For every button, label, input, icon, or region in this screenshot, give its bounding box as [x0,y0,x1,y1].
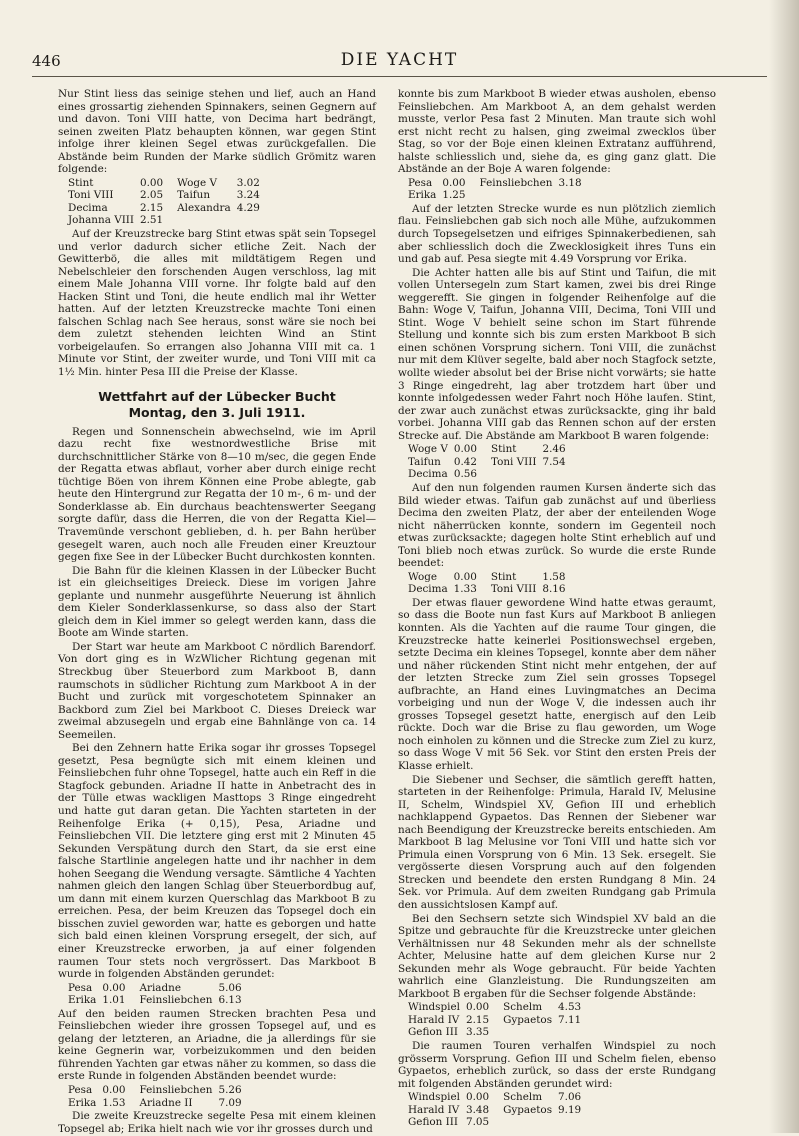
yacht-name-cell [503,1116,558,1129]
time-gap-cell: 2.51 [140,214,164,227]
paragraph: Bei den Zehnern hatte Erika sogar ihr grosses Topsegel gesetzt, Pesa begnügte sich mit einem kleinen und Feinsliebchen fuhr ohne Topsegel, hatte auch ein Reff in die Stagfock gebunden. Ariadne II hatte in Anbetracht des in der Tülle etwas wackligen Masttops 3 Ringe eingedreht und hatte gut daran getan. Die Yachten starteten in der Reihenfolge Erika (+ 0,15), Pesa, Ariadne und Feinsliebchen VII. Die letztere ging erst mit 2 Minuten 45 Sekunden Verspätung durch den Start, da sie erst eine falsche Startlinie angelegen hatte und ihr nachher in dem hohen Seegang die Wendung versagte. Sämtliche 4 Yachten nahmen gleich den langen Schlag über Steuerbordbug auf, um dann mit einem kurzen Querschlag das Markboot B zu erreichen. Pesa, der beim Kreuzen das Topsegel doch ein bisschen zuviel geworden war, hatte es geborgen und hatte sich bald einen kleinen Vorsprung ersegelt, der sich, auf einer Kreuzstrecke erworben, ja auf einer folgenden raumen Tour stets noch vergrössert. Das Markboot B wurde in folgenden Abständen gerundet: [58,742,376,981]
paragraph: Die Siebener und Sechser, die sämtlich gerefft hatten, starteten in der Reihenfolge: Primula, Harald IV, Melusine II, Schelm, Windspiel XV, Gefion III und erheblich nachklappend Gypaetos. Das Rennen der Siebener war nach Beendigung der Kreuzstrecke bereits entschieden. Am Markboot B lag Melusine vor Toni VIII und hatte sich vor Primula einen Vorsprung von 6 Min. 13 Sek. ersegelt. Sie vergösserte diesen Vorsprung auch auf den folgenden Strecken und beendete den ersten Rundgang 8 Min. 24 Sek. vor Primula. Auf dem zweiten Rundgang gab Primula den aussichtslosen Kampf auf. [398,773,716,911]
yacht-name-cell: Decima [408,468,448,481]
table-row [408,1014,587,1027]
time-gap-cell: 0.00 [102,1084,126,1097]
paragraph: konnte bis zum Markboot B wieder etwas ausholen, ebenso Feinsliebchen. Am Markboot A, an dem gehalst werden musste, verlor Pesa fast 2 Minuten. Man traute sich wohl erst nicht recht zu halsen, ging zweimal zwecklos über Stag, so vor der Boje einen kleinen Extratanz aufführend, halste schliesslich und, siehe da, es ging ganz glatt. Die Abstände an der Boje A waren folgende: [398,88,716,176]
time-gap-cell [543,468,572,481]
standings-table [408,1091,587,1129]
yacht-name-cell: Ariadne II [139,1096,193,1109]
yacht-name-cell [177,214,237,227]
time-gap-cell: 0.56 [453,468,477,481]
paragraph: Auf der letzten Strecke wurde es nun plötzlich ziemlich flau. Feinsliebchen gab sich noch alle Mühe, aufzukommen durch Topsegelsetzen und eifriges Spinnakerbedienen, sah aber schliesslich doch die Zwecklosigkeit ihres Tuns ein und gab auf. Pesa siegte mit 4.49 Vorsprung vor Erika. [398,202,716,266]
paragraph: Der etwas flauer gewordene Wind hatte etwas geraumt, so dass die Boote nun fast Kurs auf Markboot B anliegen konnten. Als die Yachten auf die raume Tour gingen, die Kreuzstrecke hatte keinerlei Positionswechsel ergeben, setzte Decima ein kleines Topsegel, konnte aber dem näher und näher rückenden Stint nicht mehr entgehen, der auf der letzten Strecke zum Ziel sein grosses Topsegel aufbrachte, an Hand eines Luvingmatches an Decima vorbeiging und nun der Woge V, die indessen auch ihr grosses Topsegel gesetzt hatte, energisch auf den Leib rückte. Doch war die Brise zu flau geworden, um Woge noch einholen zu können und die Strecke zum Ziel zu kurz, so dass Woge V mit 56 Sek. vor Stint den ersten Preis der Klasse erhielt. [398,596,716,772]
yacht-name-cell: Woge [408,570,438,583]
time-gap-cell: 2.15 [465,1013,490,1026]
running-title: DIE YACHT [340,50,459,70]
table-row [408,1104,587,1117]
yacht-name-cell [503,1026,558,1039]
table-row [408,1091,587,1104]
page-header [32,48,767,76]
yacht-name-cell: Ariadne [139,981,181,994]
time-gap-cell: 0.00 [102,981,126,994]
time-gap-cell: 0.42 [453,455,477,468]
yacht-name-cell: Taifun [177,189,211,202]
yacht-name-cell: Johanna VIII [68,214,135,227]
yacht-name-cell: Feinsliebchen [139,994,213,1007]
paragraph: Die zweite Kreuzstrecke segelte Pesa mit einem kleinen Topsegel ab; Erika hielt nach wie vor ihr grosses durch und [58,1110,376,1135]
yacht-name-cell: Erika [68,994,97,1007]
table-row [68,994,248,1007]
time-gap-cell: 3.24 [236,189,260,202]
table-row [408,177,588,190]
table-row [408,456,572,469]
yacht-name-cell: Erika [408,189,437,202]
yacht-name-cell: Alexandra [177,201,231,214]
table-row [68,202,266,215]
yacht-name-cell: Decima [408,583,448,596]
time-gap-cell: 7.11 [558,1013,582,1026]
yacht-name-cell: Toni VIII [490,583,537,596]
table-row [68,1097,248,1110]
standings-table [408,571,571,596]
yacht-name-cell: Pesa [408,176,433,189]
yacht-name-cell: Schelm [503,1001,543,1014]
yacht-name-cell: Harald IV [408,1013,460,1026]
yacht-name-cell: Taifun [408,455,441,468]
time-gap-cell: 5.26 [218,1084,242,1097]
yacht-name-cell: Harald IV [408,1103,460,1116]
section-heading [58,389,376,421]
paragraph: Auf den nun folgenden raumen Kursen änderte sich das Bild wieder etwas. Taifun gab zunächst auf und überliess Decima den zweiten Platz, der aber der enteilenden Woge nicht näherrücken konnte, sondern im Gegenteil noch etwas zurücksackte; dagegen holte Stint erheblich auf und Toni blieb noch etwas zurück. So wurde die erste Runde beendet: [398,481,716,570]
time-gap-cell: 0.00 [465,1091,490,1104]
yacht-name-cell: Windspiel [408,1091,460,1104]
right-column [398,88,716,1130]
yacht-name-cell: Woge V [177,176,217,189]
time-gap-cell: 2.05 [140,189,164,202]
time-gap-cell: 4.53 [558,1001,582,1014]
section-heading-title: Wettfahrt auf der Lübecker Bucht [98,388,336,404]
yacht-name-cell: Gefion III [408,1116,458,1129]
table-row [68,177,266,190]
standings-table [408,177,588,202]
yacht-name-cell: Stint [68,176,94,189]
time-gap-cell: 3.18 [558,176,582,189]
time-gap-cell: 3.48 [465,1103,490,1116]
left-column [58,88,376,1136]
time-gap-cell: 2.46 [542,443,566,456]
table-row [408,1026,587,1039]
paragraph: Auf der Kreuzstrecke barg Stint etwas spät sein Topsegel und verlor dadurch sicher etliche Zeit. Nach der Gewitterbö, die alles mit mildtätigem Regen und Nebelschleier den forschenden Augen verschloss, lag mit einem Male Johanna VIII vorne. Ihr folgte bald auf den Hacken Stint und Toni, die heute endlich mal ihr Wetter hatten. Auf der letzten Kreuzstrecke machte Toni einen falschen Schlag nach See heraus, sonst wäre sie noch bei dem zuletzt stehenden leichten Wind an Stint vorbeigelaufen. So errangen also Johanna VIII mit ca. 1 Minute vor Stint, der zweiter wurde, und Toni VIII mit ca 1½ Min. hinter Pesa III die Preise der Klasse. [58,228,376,379]
time-gap-cell [558,1026,587,1039]
standings-table [408,1001,587,1039]
yacht-name-cell: Feinsliebchen [479,176,553,189]
time-gap-cell: 1.53 [102,1096,126,1109]
time-gap-cell: 1.58 [542,570,566,583]
table-row [408,468,572,481]
time-gap-cell [558,189,587,202]
yacht-name-cell: Gypaetos [503,1103,553,1116]
standings-table [408,443,572,481]
time-gap-cell: 6.13 [218,994,242,1007]
yacht-name-cell: Decima [68,201,108,214]
table-row [68,189,266,202]
table-row [408,443,572,456]
yacht-name-cell [480,189,559,202]
time-gap-cell: 0.00 [465,1001,490,1014]
table-row [68,1084,248,1097]
time-gap-cell: 3.35 [465,1026,490,1039]
time-gap-cell [237,214,266,227]
paragraph: Die raumen Touren verhalfen Windspiel zu noch grösserm Vorsprung. Gefion III und Schelm fielen, ebenso Gypaetos, erheblich zurück, so dass der erste Rundgang mit folgenden Abständen gerundet wird: [398,1040,716,1090]
time-gap-cell: 2.15 [140,201,164,214]
table-row [408,1001,587,1014]
standings-table [68,177,266,227]
time-gap-cell: 8.16 [542,583,566,596]
time-gap-cell: 1.33 [453,583,477,596]
yacht-name-cell: Feinsliebchen [139,1084,213,1097]
time-gap-cell: 0.00 [140,176,164,189]
time-gap-cell: 3.02 [236,176,260,189]
paragraph: Die Bahn für die kleinen Klassen in der Lübecker Bucht ist ein gleichseitiges Dreieck. Diese im vorigen Jahre geplante und nunmehr ausgeführte Neuerung ist ähnlich dem Kieler Sonderklassenkurse, so dass also der Start gleich dem in Kiel immer so gelegt werden kann, dass die Boote am Winde starten. [58,564,376,640]
time-gap-cell: 0.00 [442,176,466,189]
yacht-name-cell: Stint [490,570,517,583]
yacht-name-cell: Windspiel [408,1001,460,1014]
paragraph: Regen und Sonnenschein abwechselnd, wie im April dazu recht fixe westnordwestliche Brise mit durchschnittlicher Stärke von 8—10 m/sec, die gegen Ende der Regatta etwas abflaut, vorher aber durch einige recht tüchtige Böen von ihrem Können eine Probe ablegte, gab heute den Hintergrund zur Regatta der 10 m-, 6 m- und der Sonderklasse ab. Ein durchaus beachtenswerter Seegang sorgte dafür, dass die Herren, die von der Regatta Kiel—Travemünde verschont geblieben, d. h. per Bahn herüber gesegelt waren, auch noch alle Freuden einer Kreuztour gegen fixe See in der Lübecker Bucht durchkosten konnten. [58,425,376,564]
time-gap-cell: 0.00 [453,570,477,583]
yacht-name-cell [491,468,543,481]
time-gap-cell: 7.06 [558,1091,582,1104]
page-edge-shadow [769,0,799,1133]
yacht-name-cell: Pesa [68,1084,93,1097]
yacht-name-cell: Erika [68,1096,97,1109]
paragraph: Nur Stint liess das seinige stehen und lief, auch an Hand eines grossartig ziehenden Spinnakers, seinen Gegnern auf und davon. Toni VIII hatte, von Decima hart bedrängt, seinen zweiten Platz behaupten können, war gegen Stint infolge ihrer kleinen Segel etwas zurückgefallen. Die Abstände beim Runden der Marke südlich Grömitz waren folgende: [58,88,376,176]
yacht-name-cell: Pesa [68,981,93,994]
table-row [408,583,571,596]
table-row [68,214,266,227]
time-gap-cell: 7.54 [542,455,566,468]
paragraph: Die Achter hatten alle bis auf Stint und Taifun, die mit vollen Untersegeln zum Start kamen, zwei bis drei Ringe weggerefft. Sie gingen in folgender Reihenfolge auf die Bahn: Woge V, Taifun, Johanna VIII, Decima, Toni VIII und Stint. Woge V behielt seine schon im Start führende Stellung und konnte sich bis zum ersten Markboot B sich einen schönen Vorsprung sichern. Toni VIII, die zunächst nur mit dem Klüver segelte, bald aber noch Stagfock setzte, wollte wieder absolut bei der Brise nicht vorwärts; sie hatte 3 Ringe eingedreht, lag aber trotzdem hart über und konnte infolgedessen weder Fahrt noch Höhe laufen. Stint, der zwar auch zunächst etwas zurücksackte, ging ihr bald vorbei. Johanna VIII gab das Rennen schon auf der ersten Strecke auf. Die Abstände am Markboot B waren folgende: [398,266,716,442]
table-row [408,571,571,584]
table-row [408,1116,587,1129]
time-gap-cell: 7.05 [465,1116,490,1129]
yacht-name-cell: Toni VIII [490,455,537,468]
paragraph: Auf den beiden raumen Strecken brachten Pesa und Feinsliebchen wieder ihre grossen Topsegel auf, und es gelang der letzteren, an Ariadne, die ja allerdings für sie keine Gegnerin war, vorbeizukommen und den beiden führenden Yachten gar etwas näher zu kommen, so dass die erste Runde in folgenden Abständen beendet wurde: [58,1007,376,1083]
time-gap-cell: 1.25 [442,189,466,202]
time-gap-cell: 1.01 [102,994,126,1007]
yacht-name-cell: Schelm [503,1091,543,1104]
paragraph: Bei den Sechsern setzte sich Windspiel XV bald an die Spitze und gebrauchte für die Kreuzstrecke unter gleichen Verhältnissen nur 48 Sekunden mehr als der schnellste Achter, Melusine hatte auf dem gleichen Kurse nur 2 Sekunden mehr als Woge gebraucht. Für beide Yachten wahrlich eine Glanzleistung. Die Rundungszeiten am Markboot B ergaben für die Sechser folgende Abstände: [398,912,716,1000]
header-rule [32,76,767,77]
time-gap-cell: 5.06 [218,981,242,994]
time-gap-cell: 4.29 [236,201,260,214]
time-gap-cell: 9.19 [558,1103,582,1116]
time-gap-cell: 7.09 [218,1096,242,1109]
yacht-name-cell: Toni VIII [68,189,114,202]
section-heading-date: Montag, den 3. Juli 1911. [128,404,306,420]
table-row [408,189,588,202]
standings-table [68,1084,248,1109]
yacht-name-cell: Gefion III [408,1026,458,1039]
page-number: 446 [32,52,61,70]
yacht-name-cell: Woge V [408,443,448,456]
standings-table [68,982,248,1007]
yacht-name-cell: Gypaetos [503,1013,553,1026]
paragraph: Der Start war heute am Markboot C nördlich Barendorf. Von dort ging es in WzWlicher Richtung gegenan mit Streckbug über Steuerbord zum Markboot B, dann raumschots in südlicher Richtung zum Markboot A in der Bucht und zurück mit vorgeschotetem Spinnaker an Backbord zum Ziel bei Markboot C. Dieses Dreieck war zweimal abzusegeln und ergab eine Bahnlänge von ca. 14 Seemeilen. [58,640,376,741]
table-row [68,982,248,995]
yacht-name-cell: Stint [490,443,517,456]
time-gap-cell [558,1116,587,1129]
time-gap-cell: 0.00 [453,443,477,456]
